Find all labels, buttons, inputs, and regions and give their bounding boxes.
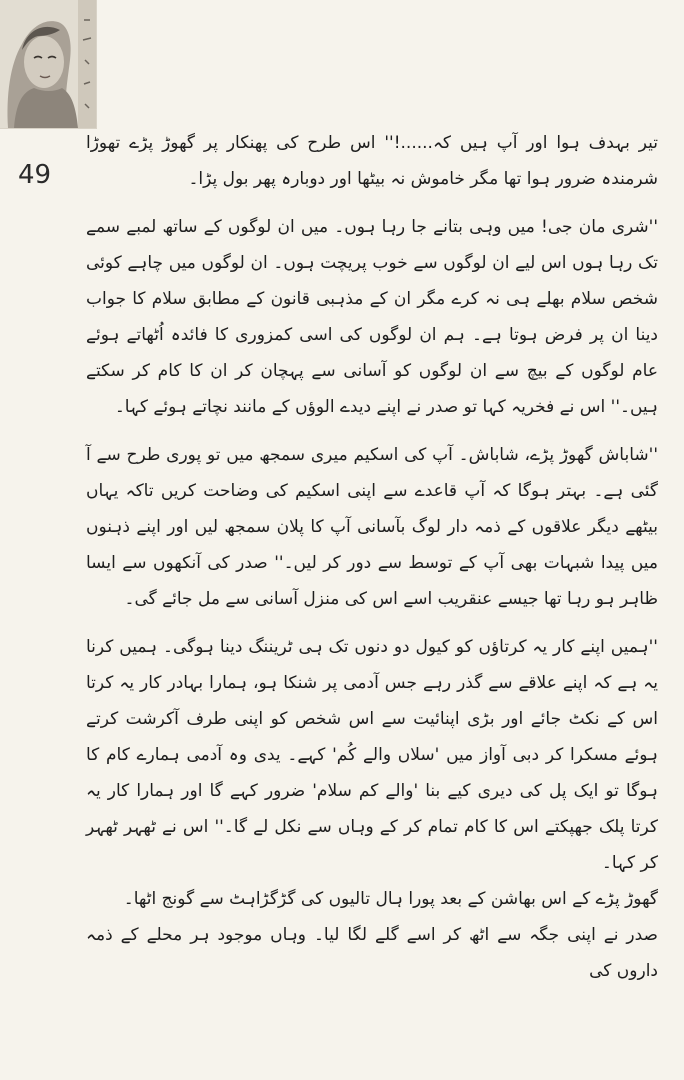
paragraph: ''شری مان جی! میں وہی بتانے جا رہا ہوں۔ میں ان لوگوں کے ساتھ لمبے سمے تک رہا ہوں اس لیے ان لوگوں سے خوب پریچت ہوں۔ ان لوگوں میں چاہے کوئی شخص سلام بھلے ہی نہ کرے مگر ان کے مذہبی قانون کے مطابق سلام کا جواب دینا ان پر فرض ہوتا ہے۔ ہم ان لوگوں کی اسی کمزوری کا فائدہ اُٹھاتے ہوئے عام لوگوں کے بیچ سے ان لوگوں کو آسانی سے پہچان کر ان کا کام کر سکتے ہیں۔'' اس نے فخریہ کہا تو صدر نے اپنے دیدے الوؤں کے مانند نچاتے ہوئے کہا۔: [86, 217, 658, 417]
paragraph: صدر نے اپنی جگہ سے اٹھ کر اسے گلے لگا لیا۔ وہاں موجود ہر محلے کے ذمہ داروں کی: [86, 925, 658, 981]
paragraph: تیر بہدف ہوا اور آپ ہیں کہ......!'' اس طرح کی پھنکار پر گھوڑ پڑے تھوڑا شرمندہ ضرور ہوا تھا مگر خاموش نہ بیٹھا اور دوبارہ پھر بول پڑا۔: [86, 133, 658, 189]
paragraph: ''شاباش گھوڑ پڑے، شاباش۔ آپ کی اسکیم میری سمجھ میں تو پوری طرح سے آ گئی ہے۔ بہتر ہوگا کہ آپ قاعدے سے اپنی اسکیم کی وضاحت کریں تاکہ یہاں بیٹھے دیگر علاقوں کے ذمہ دار لوگ بآسانی آپ کا پلان سمجھ لیں اور اپنے ذہنوں میں پیدا شبہات بھی آپ کے توسط سے دور کر لیں۔'' صدر کی آنکھوں سے ایسا ظاہر ہو رہا تھا جیسے عنقریب اسے اس کی منزل آسانی سے مل جائے گی۔: [86, 445, 658, 609]
paragraph: ''ہمیں اپنے کار یہ کرتاؤں کو کیول دو دنوں تک ہی ٹریننگ دینا ہوگی۔ ہمیں کرنا یہ ہے کہ اپنے علاقے سے گذر رہے جس آدمی پر شنکا ہو، ہمارا بہادر کار یہ کرتا اس کے نکٹ جائے اور بڑی اپنائیت سے اس شخص کو اپنی طرف آکرشت کرتے ہوئے مسکرا کر دبی آواز میں 'سلاں والے کُم' کہے۔ یدی وہ آدمی ہمارے کام کا ہوگا تو ایک پل کی دیری کیے بنا 'والے کم سلام' ضرور کہے گا اور ہمارا کار یہ کرتا پلک جھپکتے اس کا کام تمام کر کے وہاں سے نکل لے گا۔'' اس نے ٹھہر ٹھہر کر کہا۔: [86, 637, 658, 873]
page-body-text: [86, 125, 658, 989]
book-corner-artwork: [0, 0, 97, 129]
page-number: 49: [18, 160, 52, 190]
paragraph: گھوڑ پڑے کے اس بھاشن کے بعد پورا ہال تالیوں کی گڑگڑاہٹ سے گونج اٹھا۔: [123, 889, 658, 909]
